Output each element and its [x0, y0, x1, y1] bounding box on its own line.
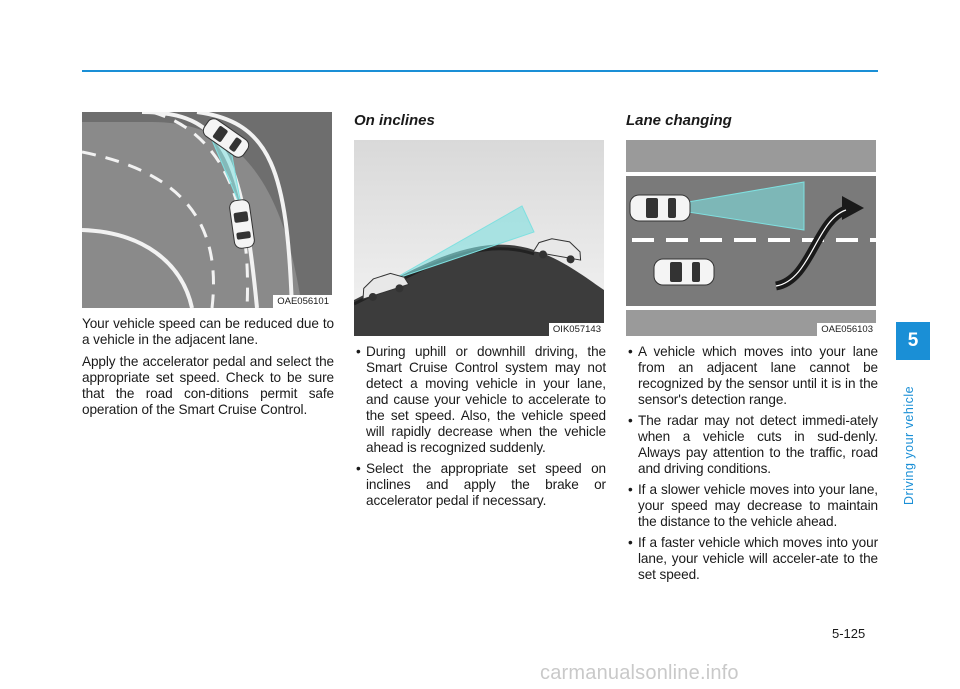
figure-code: OAE056103: [817, 323, 876, 336]
bullet-list: [354, 344, 606, 509]
list-item: • Select the appropriate set speed on inclines and apply the brake or accelerator pedal if necessary.: [354, 461, 606, 509]
section-number-tab: 5: [896, 322, 930, 360]
figure-code: OAE056101: [273, 295, 332, 308]
figure-curved-road: [82, 112, 332, 308]
header-rule: [82, 70, 878, 72]
page-number: 5-125: [832, 626, 866, 641]
figure-incline: [354, 140, 604, 336]
list-item: • During uphill or downhill driving, the Smart Cruise Control system may not detect a moving vehicle in your lane, and cause your vehicle to accelerate to the set speed. Also, the vehicle speed will rapidly decrease when the vehicle ahead is recognized suddenly.: [354, 344, 606, 456]
list-item: • A vehicle which moves into your lane from an adjacent lane cannot be recognized by the sensor until it is in the sensor's detection range.: [626, 344, 878, 408]
body-paragraph: Your vehicle speed can be reduced due to a vehicle in the adjacent lane.: [82, 316, 334, 347]
watermark: carmanualsonline.info: [540, 662, 739, 684]
column-inclines: [354, 112, 606, 514]
curved-road-illustration: [82, 112, 332, 308]
section-title-vertical: Driving your vehicle: [902, 385, 916, 505]
list-item: • The radar may not detect immedi-ately when a vehicle cuts in sud-denly. Always pay attention to the traffic, road and driving conditions.: [626, 413, 878, 477]
column-lane-changing: [626, 112, 878, 588]
list-item: • If a faster vehicle which moves into your lane, your vehicle will acceler-ate to the set speed.: [626, 535, 878, 583]
lane-change-illustration: [626, 140, 876, 336]
column-curve: [82, 112, 334, 424]
section-heading: Lane changing: [626, 112, 732, 129]
list-item: • If a slower vehicle moves into your lane, your speed may decrease to maintain the distance to the vehicle ahead.: [626, 482, 878, 530]
figure-lane-change: [626, 140, 876, 336]
body-paragraph: Apply the accelerator pedal and select the appropriate set speed. Check to be sure that the road con-ditions permit safe operation of the Smart Cruise Control.: [82, 354, 334, 417]
figure-code: OIK057143: [549, 323, 604, 336]
bullet-list: [626, 344, 878, 583]
section-heading: On inclines: [354, 112, 435, 129]
incline-illustration: [354, 140, 604, 336]
